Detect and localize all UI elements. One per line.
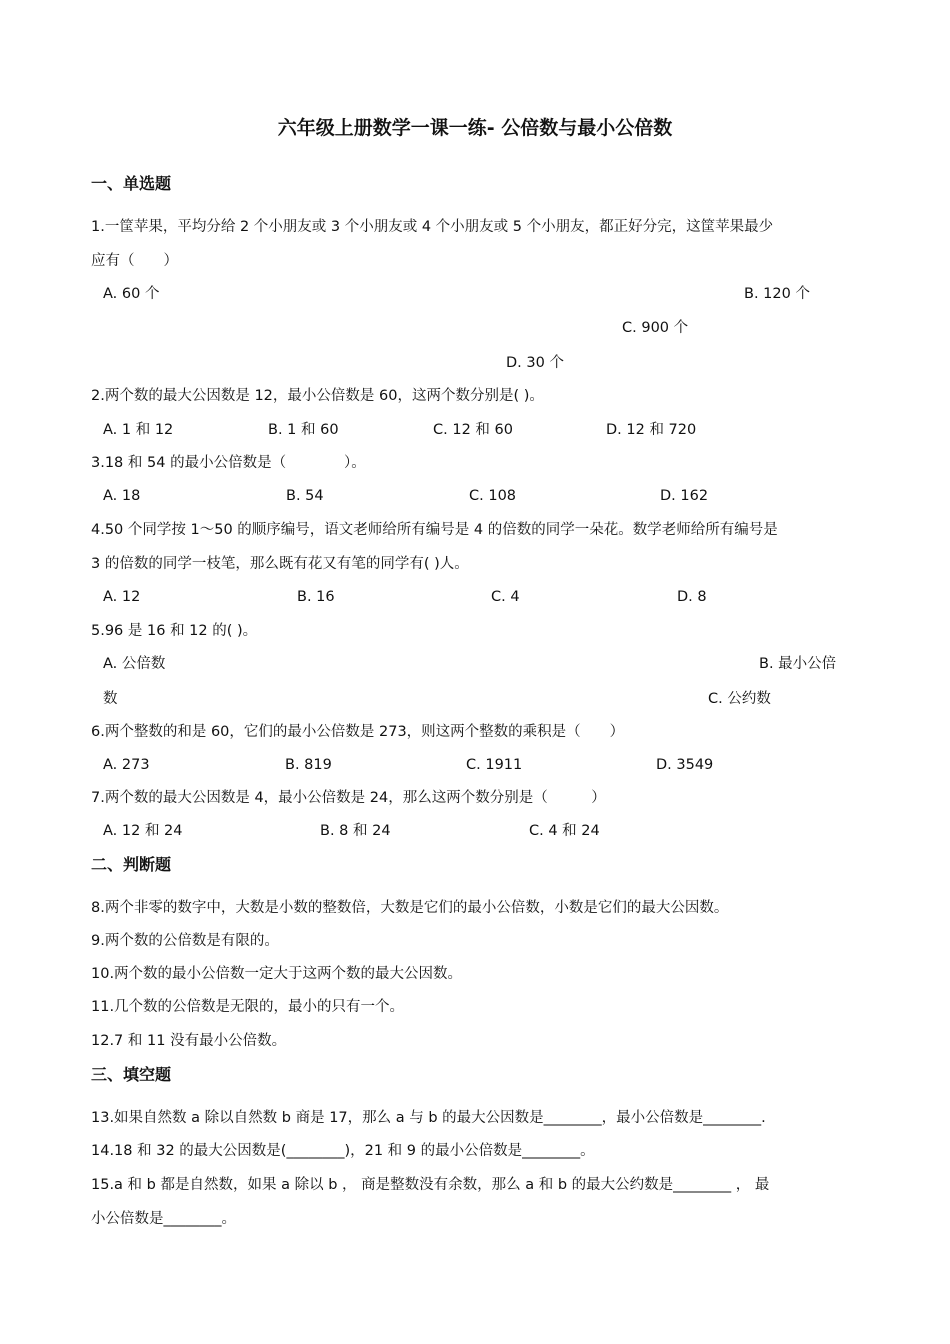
question-1-stem-line1: 1.一筐苹果，平均分给 2 个小朋友或 3 个小朋友或 4 个小朋友或 5 个小朋友，都正好分完，这筐苹果最少: [91, 219, 774, 235]
question-5-option-c: C. 公约数: [708, 691, 771, 707]
question-7-stem: 7.两个数的最大公因数是 4，最小公倍数是 24，那么这两个数分别是（ ）: [91, 790, 606, 806]
question-14: 14.18 和 32 的最大公因数是(________)，21 和 9 的最小公倍数是________。: [91, 1143, 595, 1159]
question-1-option-d: D. 30 个: [506, 355, 564, 371]
question-9: 9.两个数的公倍数是有限的。: [91, 933, 279, 949]
section-heading-true-false: 二、判断题: [91, 855, 172, 874]
question-3-stem: 3.18 和 54 的最小公倍数是（ ）。: [91, 455, 366, 471]
question-6-option-d: D. 3549: [656, 757, 714, 773]
question-4-option-c: C. 4: [491, 589, 520, 605]
question-3-option-c: C. 108: [469, 488, 517, 504]
question-2-option-d: D. 12 和 720: [606, 422, 697, 438]
question-15-line1: 15.a 和 b 都是自然数，如果 a 除以 b ， 商是整数没有余数，那么 a 和 b 的最大公约数是________ ， 最: [91, 1177, 770, 1193]
question-10: 10.两个数的最小公倍数一定大于这两个数的最大公因数。: [91, 966, 463, 982]
question-6-stem: 6.两个整数的和是 60，它们的最小公倍数是 273，则这两个整数的乘积是（ ）: [91, 724, 625, 740]
section-heading-fill-blank: 三、填空题: [91, 1065, 172, 1084]
question-7-option-c: C. 4 和 24: [529, 823, 600, 839]
question-8: 8.两个非零的数字中，大数是小数的整数倍，大数是它们的最小公倍数，小数是它们的最大公因数。: [91, 900, 729, 916]
question-3-option-d: D. 162: [660, 488, 709, 504]
question-2-stem: 2.两个数的最大公因数是 12，最小公倍数是 60，这两个数分别是( )。: [91, 388, 544, 404]
question-6-option-c: C. 1911: [466, 757, 523, 773]
question-2-option-a: A. 1 和 12: [103, 422, 174, 438]
question-1-option-b: B. 120 个: [744, 286, 810, 302]
question-6-option-b: B. 819: [285, 757, 332, 773]
question-5-stem: 5.96 是 16 和 12 的( )。: [91, 623, 258, 639]
question-15-line2: 小公倍数是________。: [91, 1211, 236, 1227]
question-13: 13.如果自然数 a 除以自然数 b 商是 17，那么 a 与 b 的最大公因数是________，最小公倍数是________.: [91, 1110, 766, 1126]
question-6-option-a: A. 273: [103, 757, 150, 773]
question-1-stem-line2: 应有（ ）: [91, 253, 178, 269]
section-heading-single-choice: 一、单选题: [91, 174, 172, 193]
question-2-option-c: C. 12 和 60: [433, 422, 513, 438]
question-11: 11.几个数的公倍数是无限的，最小的只有一个。: [91, 999, 405, 1015]
question-7-option-a: A. 12 和 24: [103, 823, 183, 839]
question-4-stem-line1: 4.50 个同学按 1～50 的顺序编号，语文老师给所有编号是 4 的倍数的同学一朵花。数学老师给所有编号是: [91, 522, 778, 538]
question-2-option-b: B. 1 和 60: [268, 422, 339, 438]
question-4-option-d: D. 8: [677, 589, 707, 605]
question-5-option-a: A. 公倍数: [103, 656, 166, 672]
question-3-option-a: A. 18: [103, 488, 141, 504]
question-7-option-b: B. 8 和 24: [320, 823, 391, 839]
question-5-option-b-part1: B. 最小公倍: [759, 656, 837, 672]
question-4-stem-line2: 3 的倍数的同学一枝笔，那么既有花又有笔的同学有( )人。: [91, 556, 469, 572]
question-12: 12.7 和 11 没有最小公倍数。: [91, 1033, 287, 1049]
question-4-option-b: B. 16: [297, 589, 335, 605]
question-5-option-b-part2: 数: [103, 691, 118, 707]
question-1-option-c: C. 900 个: [622, 320, 689, 336]
question-1-option-a: A. 60 个: [103, 286, 160, 302]
question-4-option-a: A. 12: [103, 589, 141, 605]
question-3-option-b: B. 54: [286, 488, 324, 504]
page-title: 六年级上册数学一课一练- 公倍数与最小公倍数: [277, 117, 673, 139]
